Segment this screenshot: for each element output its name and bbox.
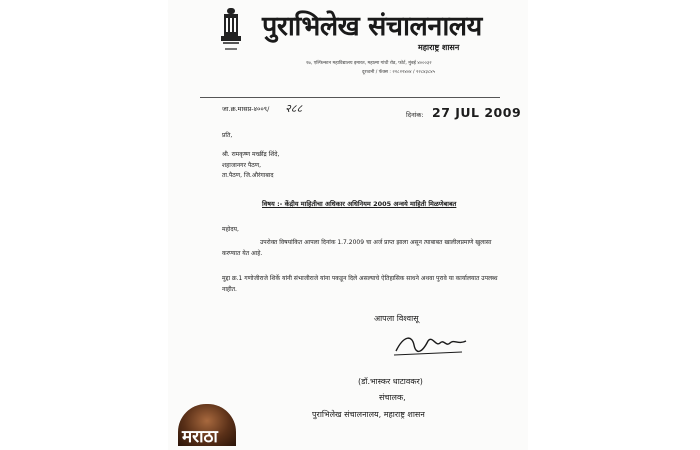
recipient-to: प्रति,	[222, 132, 233, 139]
subject-line: विषय :- केंद्रीय माहितीचा अधिकार अधिनियम 2005 अन्वये माहिती मिळणेबाबत	[262, 200, 457, 208]
body-paragraph: उपरोक्त विषयांकित आपला दिनांक 1.7.2009 चा अर्ज प्राप्त झाला असून त्याबाबत खालीलप्रमाणे खुलासा करण्यात येत आहे.	[222, 239, 492, 257]
signer-name: (डॉ.भास्कर धाटावकर)	[358, 377, 423, 386]
logo-text: मराठा	[182, 427, 218, 446]
date-stamp: 27 JUL 2009	[432, 105, 522, 120]
letterhead-divider	[200, 97, 500, 98]
salutation: महोदय,	[222, 226, 239, 233]
reference-label: जा.क्र.मासप्र-४००९/	[222, 105, 270, 113]
date-label: दिनांक:	[406, 111, 424, 119]
office-title: पुराभिलेख संचालनालय	[262, 11, 482, 42]
recipient-name: श्री. रामकृष्ण मच्छींद्र शिंदे,	[222, 151, 280, 158]
state-emblem-icon	[218, 6, 244, 58]
address-line: १७, एल्फिन्स्टन महाविद्यालय इमारत, महात्मा गांधी रोड, फोर्ट, मुंबई ४०००३२	[306, 61, 432, 66]
signer-organization: पुराभिलेख संचालनालय, महाराष्ट्र शासन	[312, 410, 425, 419]
reference-number: २८८	[285, 102, 303, 115]
government-label: महाराष्ट्र शासन	[418, 43, 460, 52]
signature	[392, 331, 470, 357]
contact-line: दूरध्वनी / फॅक्स : २२८२२४०४ / २२८४३८४५	[362, 70, 436, 75]
signer-designation: संचालक,	[379, 393, 406, 402]
closing-yours: आपला विश्वासू	[374, 314, 419, 323]
body-paragraph: मुद्दा क्र.1 गणोजीराजे शिर्के यांनी संभाजीराजे यांना पकडून दिले असल्याचे ऐतिहासिक साधने अथवा पुरावे या कार्यालयात उपलब्ध नाहीत.	[222, 275, 498, 293]
recipient-address: शहाजानगर पैठण,	[222, 162, 262, 169]
recipient-district: ता.पैठण, जि.औरंगाबाद	[222, 172, 274, 179]
